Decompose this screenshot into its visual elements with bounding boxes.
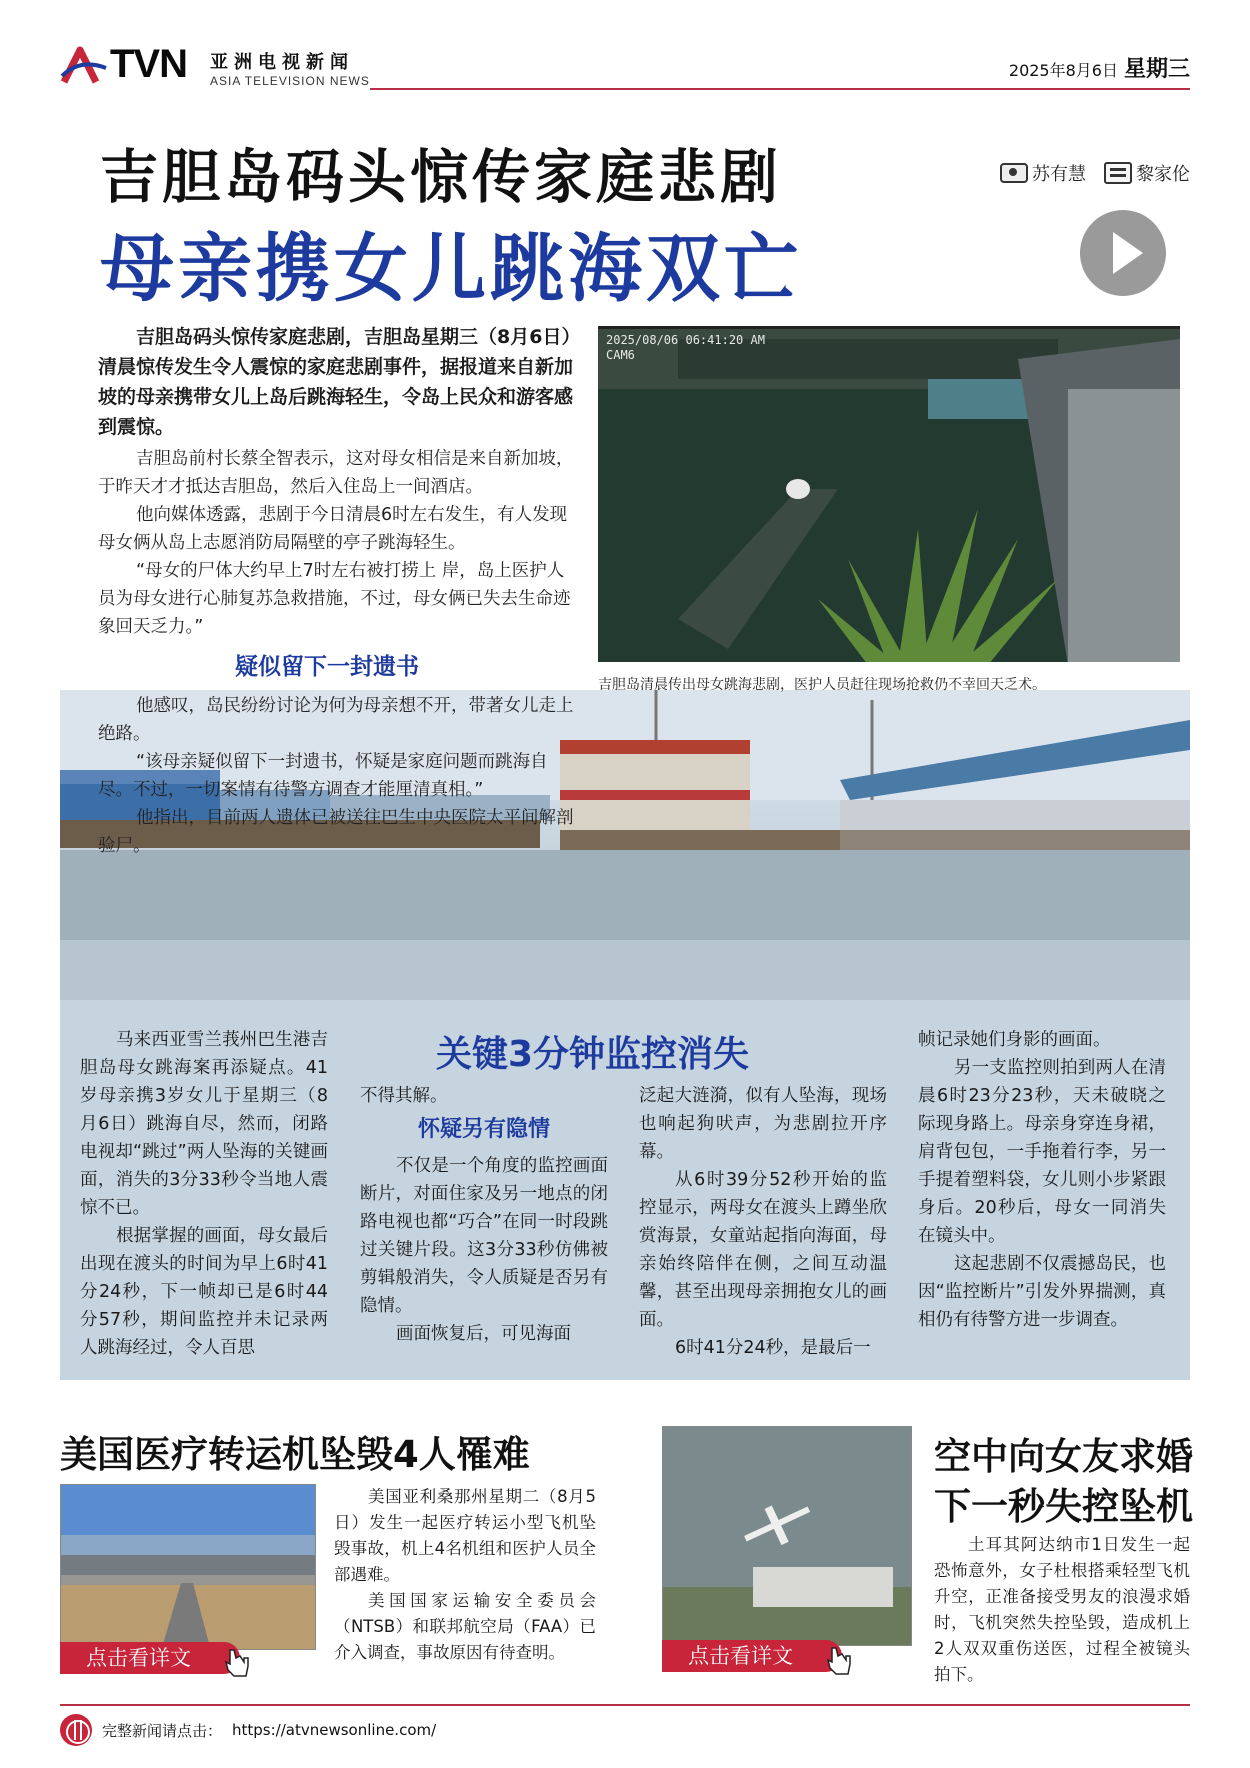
- body-paragraph: 美国国家运输安全委员会（NTSB）和联邦航空局（FAA）已介入调查，事故原因有待查明。: [334, 1591, 596, 1662]
- cctv-timestamp: [606, 333, 765, 363]
- body-paragraph: 另一支监控则拍到两人在清晨6时23分23秒，天未破晓之际现身路上。母亲身穿连身裙，肩背包包，一手拖着行李，另一手提着塑料袋，女儿则小步紧跟身后。20秒后，母女一同消失在镜头中。: [918, 1058, 1166, 1246]
- article2-title: 关键3分钟监控消失: [436, 1034, 750, 1075]
- weekday-text: 星期三: [1123, 57, 1190, 82]
- video-reporter: [1000, 160, 1086, 186]
- body-paragraph: 根据掌握的画面，母女最后出现在渡头的时间为早上6时41分24秒，下一帧却已是6时44分57秒，期间监控并未记录两人跳海经过，令人百思: [80, 1226, 328, 1358]
- body-paragraph: 不仅是一个角度的监控画面断片，对面住家及另一地点的闭路电视也都“巧合”在同一时段跳过关键片段。这3分33秒仿佛被剪辑般消失，令人质疑是否另有隐情。: [360, 1156, 608, 1316]
- video-reporter-name: 苏有慧: [1032, 164, 1086, 185]
- story-right-title-1: 空中向女友求婚: [934, 1435, 1193, 1478]
- headline-line-1: 吉胆岛码头惊传家庭悲剧: [100, 143, 783, 211]
- article2-column-4: [918, 1026, 1166, 1334]
- image-caption: 吉胆岛清晨传出母女跳海悲剧，医护人员赶往现场抢救仍不幸回天乏术。: [598, 677, 1046, 693]
- hand-pointer-icon[interactable]: [222, 1646, 252, 1678]
- body-paragraph: 这起悲剧不仅震撼岛民，也因“监控断片”引发外界揣测，真相仍有待警方进一步调查。: [918, 1254, 1166, 1330]
- story-left-read-more-button[interactable]: 点击看详文: [60, 1642, 240, 1674]
- issue-date: [1009, 52, 1190, 83]
- body-paragraph: “该母亲疑似留下一封遗书，怀疑是家庭问题而跳海自尽。不过，一切案情有待警方调查才能厘清真相。”: [98, 752, 548, 800]
- video-camera-icon: [1000, 163, 1028, 183]
- falling-plane-photo: [663, 1427, 912, 1646]
- lead-paragraph: 吉胆岛码头惊传家庭悲剧，吉胆岛星期三（8月6日）清晨惊传发生令人震惊的家庭悲剧事件，据报道来自新加坡的母亲携带女儿上岛后跳海轻生，令岛上民众和游客感到震惊。: [98, 326, 574, 438]
- body-paragraph: 土耳其阿达纳市1日发生一起恐怖意外，女子杜根搭乘轻型飞机升空，正准备接受男友的浪漫求婚时，飞机突然失控坠毁，造成机上2人双双重伤送医，过程全被镜头拍下。: [934, 1535, 1190, 1684]
- date-text: 2025年8月6日: [1008, 61, 1118, 80]
- subheading-suicide-note: 疑似留下一封遗书: [235, 654, 419, 680]
- masthead: [60, 40, 1190, 92]
- cctv-scene: [598, 329, 1180, 662]
- header-divider: [370, 88, 1190, 90]
- article2-column-2: [360, 1082, 608, 1348]
- body-paragraph: 画面恢复后，可见海面: [396, 1324, 571, 1344]
- story-left-title: 美国医疗转运机坠毁4人罹难: [60, 1433, 530, 1476]
- subheading-hidden-story: 怀疑另有隐情: [417, 1117, 550, 1142]
- cctv-camera-id: CAM6: [606, 348, 635, 362]
- cctv-datetime: 2025/08/06 06:41:20 AM: [606, 333, 765, 347]
- globe-icon: [60, 1714, 92, 1746]
- brand-name-en: ASIA TELEVISION NEWS: [210, 74, 370, 88]
- cctv-still-image: [598, 326, 1180, 662]
- story-right-title-2: 下一秒失控坠机: [934, 1485, 1193, 1528]
- text-reporter-name: 黎家伦: [1136, 164, 1190, 185]
- body-paragraph: 从6时39分52秒开始的监控显示，两母女在渡头上蹲坐欣赏海景，女童站起指向海面，母亲始终陪伴在侧，之间互动温馨，甚至出现母亲拥抱女儿的画面。: [639, 1170, 887, 1330]
- article2-column-1: [80, 1026, 328, 1362]
- footer-label: 完整新闻请点击：: [102, 1721, 223, 1740]
- logo-text: TVN: [110, 42, 187, 86]
- headline-line-2: 母亲携女儿跳海双亡: [100, 226, 802, 312]
- footer: [60, 1710, 436, 1750]
- text-reporter: [1104, 160, 1190, 186]
- story-right-body: [934, 1532, 1190, 1688]
- body-paragraph: 马来西亚雪兰莪州巴生港吉胆岛母女跳海案再添疑点。41岁母亲携3岁女儿于星期三（8月6日）跳海自尽，然而，闭路电视却“跳过”两人坠海的关键画面，消失的3分33秒令当地人震惊不已。: [80, 1030, 328, 1218]
- story-left-image[interactable]: [60, 1484, 316, 1650]
- story-left-body: [334, 1484, 596, 1666]
- body-paragraph: 他感叹，岛民纷纷讨论为何为母亲想不开，带著女儿走上绝路。: [98, 696, 574, 744]
- body-paragraph: 泛起大涟漪，似有人坠海，现场也响起狗吠声，为悲剧拉开序幕。: [639, 1086, 887, 1162]
- body-paragraph: 吉胆岛前村长蔡全智表示，这对母女相信是来自新加坡，于昨天才才抵达吉胆岛，然后入住岛上一间酒店。: [98, 449, 574, 497]
- body-paragraph: 不得其解。: [360, 1086, 448, 1106]
- footer-link[interactable]: https://atvnewsonline.com/: [232, 1721, 437, 1739]
- footer-divider: [60, 1704, 1190, 1706]
- story-right-image[interactable]: [662, 1426, 912, 1646]
- body-paragraph: 帧记录她们身影的画面。: [918, 1030, 1111, 1050]
- article2-column-3: [639, 1082, 887, 1362]
- body-paragraph: 美国亚利桑那州星期二（8月5日）发生一起医疗转运小型飞机坠毁事故，机上4名机组和医护人员全部遇难。: [334, 1487, 596, 1584]
- hand-pointer-icon[interactable]: [824, 1644, 854, 1676]
- plane-crash-photo: [61, 1485, 316, 1650]
- story-right-read-more-button[interactable]: 点击看详文: [662, 1640, 842, 1672]
- body-paragraph: 他向媒体透露，悲剧于今日清晨6时左右发生，有人发现母女俩从岛上志愿消防局隔壁的亭子跳海轻生。: [98, 505, 568, 553]
- byline: [1000, 160, 1190, 186]
- body-paragraph: 他指出，目前两人遗体已被送往巴生中央医院太平间解剖验尸。: [98, 808, 574, 856]
- body-paragraph: 6时41分24秒，是最后一: [675, 1338, 871, 1358]
- notepad-icon: [1104, 162, 1132, 184]
- body-paragraph: “母女的尸体大约早上7时左右被打捞上 岸，岛上医护人员为母女进行心肺复苏急救措施，不过，母女俩已失去生命迹象回天乏力。”: [98, 561, 571, 637]
- play-video-button[interactable]: [1080, 210, 1166, 296]
- brand-name-cn: 亚洲电视新闻: [210, 52, 354, 73]
